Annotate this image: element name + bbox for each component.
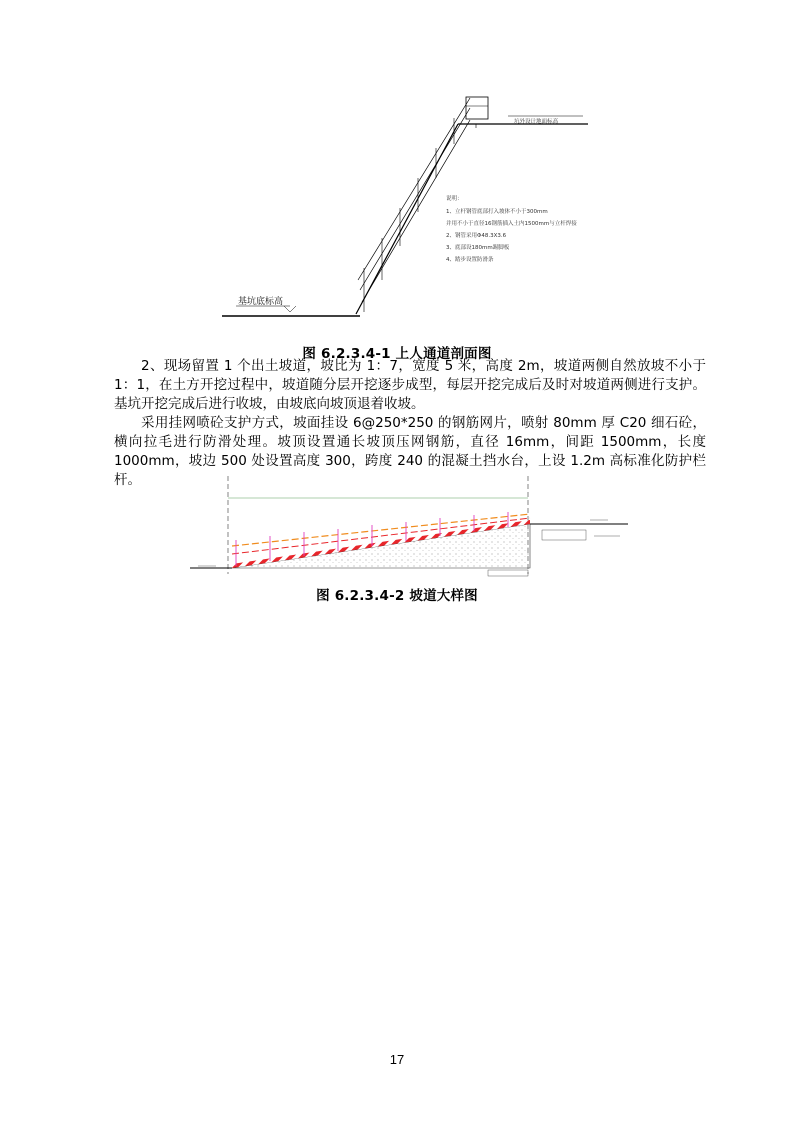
svg-text:1、立杆钢管底部打入坡体不小于300mm: 1、立杆钢管底部打入坡体不小于300mm	[446, 209, 548, 215]
figure2-caption: 图 6.2.3.4-2 坡道大样图	[316, 588, 478, 604]
ramp-detail-drawing	[190, 474, 630, 580]
svg-text:并用不小于直径16钢筋插入土内1500mm与立杆焊接: 并用不小于直径16钢筋插入土内1500mm与立杆焊接	[446, 221, 577, 227]
page-number: 17	[389, 1052, 405, 1067]
svg-text:4、踏步设置防滑条: 4、踏步设置防滑条	[446, 257, 494, 263]
svg-text:说明：: 说明：	[446, 196, 463, 202]
stair-section-drawing	[218, 92, 598, 324]
paragraph-support-method: 采用挂网喷砼支护方式，坡面挂设 6@250*250 的钢筋网片，喷射 80mm 厚 C20 细石砼，横向拉毛进行防滑处理。坡顶设置通长坡顶压网钢筋，直径 16mm，间距 1500mm，长度 1000mm，坡边 500 处设置高度 300，跨度 240 的混凝土挡水台，上设 1.2m 高标准化防护栏杆。	[114, 415, 707, 488]
figure1-caption: 图 6.2.3.4-1 上人通道剖面图	[302, 346, 492, 362]
paragraph-ramp-description: 2、现场留置 1 个出土坡道，坡比为 1：7，宽度 5 米，高度 2m，坡道两侧自然放坡不小于 1：1，在土方开挖过程中，坡道随分层开挖逐步成型，每层开挖完成后及时对坡道两侧进行支护。基坑开挖完成后进行收坡，由坡底向坡顶退着收坡。	[114, 358, 706, 412]
label-top-elevation: 坑外设计地面标高	[514, 119, 559, 125]
svg-text:3、底部设180mm踢脚板: 3、底部设180mm踢脚板	[446, 245, 510, 251]
label-pit-bottom-elevation: 基坑底标高	[238, 297, 284, 307]
drawing-notes	[446, 194, 577, 263]
svg-text:2、钢管采用Φ48.3X3.6: 2、钢管采用Φ48.3X3.6	[446, 233, 507, 239]
